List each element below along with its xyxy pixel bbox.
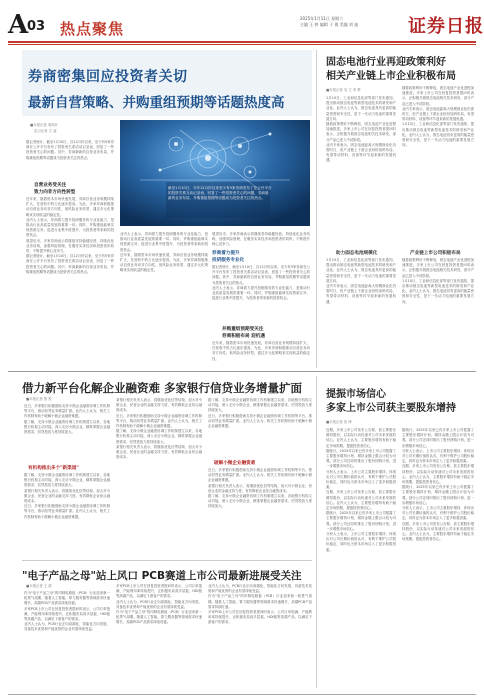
right-lower-byline: ■本报记者 张 博 (326, 420, 352, 424)
mid-body-col3b (208, 468, 312, 556)
page-letter: A (8, 10, 29, 40)
mid-paragraph: 某银行相关负责人表示，将继续优化信贷结构，加大对小微企业、民营企业的金融支持力度，有效降低企业综合融资成本。 (116, 444, 202, 460)
right-paragraph: 业内专家表示，固态电池距离大规模商业化仍需时日，但产业链上下游企业纷纷加码布局，有望带动材料、设备等环节迎来新的发展机遇。 (402, 106, 474, 122)
header-rule-thin (8, 44, 476, 45)
bottom-paragraph: 多家PCB上市公司在回复投资者提问时表示，公司订单饱满，产能利用率持续提升，正积极布局高多层板、HDI板等高端产品，以满足下游客户的需求。 (116, 584, 202, 599)
lead-body-col2 (120, 232, 208, 364)
lead-photo (120, 120, 310, 226)
lead-subheadline: 最新自营策略、并购重组预期等话题热度高 (28, 95, 285, 111)
right-lower-paragraph: 据统计，2025年以来已有多家上市公司披露了主要股东增持计划，增持金额上限合计较为可观。部分公司还同时推出了股份回购计划，进一步增强市场信心。 (402, 485, 474, 505)
right-paragraph: 业内专家表示，固态电池距离大规模商业化仍需时日，但产业链上下游企业纷纷加码布局，有望带动材料、设备等环节迎来新的发展机遇。 (326, 142, 396, 163)
lead-byline: ■本报记者 周尚仔 (30, 123, 59, 127)
right-lower-paragraph: 据统计，2025年以来已有多家上市公司披露了主要股东增持计划，增持金额上限合计较为可观。部分公司还同时推出了股份回购计划，进一步增强市场信心。 (402, 428, 474, 448)
lead-body-col3b (212, 265, 310, 323)
mid-body-col1b (24, 473, 110, 557)
section-title: 热点聚焦 (60, 20, 125, 38)
mid-paragraph: 近日，多家银行积极借助支持小微企业融资协调工作机制等平台，推动信贷业务增量扩面。业内人士认为，相关工作机制有助于破解小微企业融资难题。 (208, 468, 312, 483)
lead-paragraph: 业内人士表示，券商着力提升投研服务的专业化能力，是推动行业高质量发展的重要一环。同时，并购重组能够实现资源互补，促进行业集中度提升，为投资者带来新的投资机会。 (26, 217, 114, 238)
right-lower-col1 (326, 428, 396, 686)
right-paragraph: 1月10日，工业和信息化部等部门发布通知，提出推动固态电池等新型电池技术的研发和产业化。业内人士认为，固态电池具有更高的能量密度和安全性，是下一代动力电池的重要发展方向。 (326, 96, 396, 121)
lead-subhead: 致力向非方向性转型 (34, 190, 76, 195)
bottom-paragraph: 多家PCB上市公司在回复投资者提问时表示，公司订单饱满，产能利用率持续提升，正积极布局高多层板、HDI板等高端产品，以满足下游客户的需求。 (24, 606, 110, 622)
right-paragraph: 随着政策利好不断释放，固态电池产业化进程加速推进。多家上市公司在回复投资者提问时表示，正积极开展固态电池相关技术研发，部分产品已进入中试阶段。 (402, 258, 474, 278)
lead-headline: 券商密集回应投资者关切 (28, 69, 188, 85)
lead-paragraph: 业内人士表示，券商着力提升投研服务的专业化能力，是推动行业高质量发展的重要一环。同时，并购重组能够实现资源互补，促进行业集中度提升，为投资者带来新的投资机会。 (120, 232, 208, 252)
right-lower-paragraph: 分析人士表示，上市公司主要股东增持，体现出对公司长期价值的认可，有利于维护公司股价稳定，同时也为资本市场注入了更多积极因素。 (402, 506, 474, 521)
lead-byline-2: 见习记者 方 凌 (34, 129, 57, 133)
mid-byline: ■本报记者 熊 悦 (26, 397, 52, 401)
photo-caption: 截至1月10日，今年12月份以来至少有5家券商发布了在公开平台的投资关系互动记录表，回复了一些投资者关心的问题，券商最新的业务布局、并购重组预期等话题成为投资者关注的热点。 (168, 186, 272, 200)
lead-subhead: 投研服务专业化 (212, 258, 245, 263)
bottom-col3 (208, 584, 312, 689)
mid-paragraph: 某银行相关负责人表示，将继续优化信贷结构，加大对小微企业、民营企业的金融支持力度，有效降低企业综合融资成本。 (208, 483, 312, 493)
bottom-paragraph: 业内人士认为，PCB行业正向高端化、智能化方向发展，具备技术优势和产能优势的企业有望持续受益。 (208, 584, 312, 594)
right-paragraph: 1月10日，工业和信息化部等部门发布通知，提出推动固态电池等新型电池技术的研发和产业化。业内人士认为，固态电池具有更高的能量密度和安全性，是下一代动力电池的重要发展方向。 (326, 258, 396, 283)
right-lower-paragraph: 近期，多家上市公司发布公告称，获主要股东增持股份，以实际行动传递对公司未来发展的信心。业内人士认为，主要股东增持有助于稳定市场预期，提振投资者信心。 (326, 490, 396, 511)
right-paragraph: 1月10日，工业和信息化部等部门发布通知，提出推动固态电池等新型电池技术的研发和产业化。业内人士认为，固态电池具有更高的能量密度和安全性，是下一代动力电池的重要发展方向。 (402, 122, 474, 148)
mid-paragraph: 某银行相关负责人表示，将继续优化信贷结构，加大对小微企业、民营企业的金融支持力度，有效降低企业综合融资成本。 (24, 488, 110, 504)
right-lower-paragraph: 分析人士表示，上市公司主要股东增持，体现出对公司长期价值的认可，有利于维护公司股价稳定，同时也为资本市场注入了更多积极因素。 (402, 448, 474, 464)
right-byline: ■本报记者 吴 文 李 梦 (326, 88, 361, 92)
mid-paragraph: 近日，多家银行积极借助支持小微企业融资协调工作机制等平台，推动信贷业务增量扩面。业内人士认为，相关工作机制有助于破解小微企业融资难题。 (116, 413, 202, 429)
column-divider (316, 376, 317, 688)
bottom-col1 (24, 591, 110, 689)
right-subheadline: 相关产业链上市企业积极布局 (326, 71, 456, 82)
mid-paragraph: 近日，多家银行积极借助支持小微企业融资协调工作机制等平台，推动信贷业务增量扩面。业内人士认为，相关工作机制有助于破解小微企业融资难题。 (208, 413, 312, 429)
lead-paragraph: 据记者统计，截至1月10日，自12月份以来，至少有5家券商在公开平台发布了投资者关系活动记录表，回复了一些投资者关心的问题。其中，券商最新的自营业务布局、并购重组预期等话题成为投资者关注的热点。 (26, 140, 114, 160)
lead-body-col3c (212, 341, 310, 365)
mid-paragraph: 据了解，支持小微企业融资协调工作机制建立以来，各地银行机构主动对接，深入走访小微企业，精准掌握企业融资需求，信贷投放力度持续加大。 (208, 494, 312, 509)
lead-paragraph: 展望后市，多家券商表示将继续坚持稳健经营，持续优化业务结构，加强风险管理，在服务实体经济和投资者的同时，不断提升核心竞争力。 (26, 238, 114, 254)
lead-paragraph: 近年来，随着资本市场快速发展，券商自营业务规模持续扩大，在营收中的占比逐步提高。为此，多家券商积极推动自营业务向非方向性、低风险业务转型，通过多元化策略来实现收益的稳定性。 (120, 252, 208, 273)
dateline: 2025年1月11日 星期六 (300, 16, 344, 21)
right-subhead: 产业链上市公司积极布局 (410, 251, 461, 256)
masthead (0, 0, 484, 44)
lead-subhead: 券商积极布局 迎机遇 (222, 334, 265, 339)
lead-subhead: 并购重组预期受关注 (222, 327, 264, 332)
bottom-divider (22, 560, 312, 561)
mid-paragraph: 近日，多家银行积极借助支持小微企业融资协调工作机制等平台，推动信贷业务增量扩面。业内人士认为，相关工作机制有助于破解小微企业融资难题。 (24, 504, 110, 519)
right-lower-paragraph: 据统计，2025年以来已有多家上市公司披露了主要股东增持计划，增持金额上限合计较为可观。部分公司还同时推出了股份回购计划，进一步增强市场信心。 (326, 448, 396, 469)
footer-rule (8, 694, 476, 695)
lead-subhead: 券商着力提升 (212, 251, 240, 256)
lead-body-col1b (26, 197, 114, 363)
mid-paragraph: 近日，多家银行积极借助支持小微企业融资协调工作机制等平台，推动信贷业务增量扩面。业内人士认为，相关工作机制有助于破解小微企业融资难题。 (24, 404, 110, 419)
right-paragraph: 1月10日，工业和信息化部等部门发布通知，提出推动固态电池等新型电池技术的研发和产业化。业内人士认为，固态电池具有更高的能量密度和安全性，是下一代动力电池的重要发展方向。 (402, 278, 474, 304)
right-lower-paragraph: 近期，多家上市公司发布公告称，获主要股东增持股份，以实际行动传递对公司未来发展的信心。业内人士认为，主要股东增持有助于稳定市场预期，提振投资者信心。 (402, 521, 474, 542)
bottom-col2 (116, 584, 202, 689)
right-paragraph: 业内专家表示，固态电池距离大规模商业化仍需时日，但产业链上下游企业纷纷加码布局，有望带动材料、设备等环节迎来新的发展机遇。 (326, 284, 396, 304)
bottom-paragraph: 业内人士认为，PCB行业正向高端化、智能化方向发展，具备技术优势和产能优势的企业有望持续受益。 (24, 622, 110, 632)
mid-paragraph: 据了解，支持小微企业融资协调工作机制建立以来，各地银行机构主动对接，深入走访小微企业，精准掌握企业融资需求，信贷投放力度持续加大。 (208, 398, 312, 413)
mid-subhead: 破解小微企业融资难 (214, 461, 256, 466)
mid-paragraph: 据了解，支持小微企业融资协调工作机制建立以来，各地银行机构主动对接，深入走访小微企业，精准掌握企业融资需求，信贷投放力度持续加大。 (24, 473, 110, 488)
right-subhead: 助力固态电池规模化 (336, 251, 378, 256)
mid-paragraph: 据了解，支持小微企业融资协调工作机制建立以来，各地银行机构主动对接，深入走访小微企业，精准掌握企业融资需求，信贷投放力度持续加大。 (116, 429, 202, 444)
column-divider (316, 50, 317, 368)
mid-body-col2 (116, 398, 202, 556)
bottom-byline: ■本报记者 王 僖 (26, 584, 52, 588)
right-lower-headline: 提振市场信心 (326, 389, 386, 400)
lead-paragraph: 据记者统计，截至1月10日，自12月份以来，至少有5家券商在公开平台发布了投资者关系活动记录表，回复了一些投资者关心的问题。其中，券商最新的自营业务布局、并购重组预期等话题成为投资者关注的热点。 (212, 265, 310, 285)
right-paragraph: 随着政策利好不断释放，固态电池产业化进程加速推进。多家上市公司在回复投资者提问时表示，正积极开展固态电池相关技术研发，部分产品已进入中试阶段。 (326, 122, 396, 142)
right-lower-paragraph: 分析人士表示，上市公司主要股东增持，体现出对公司长期价值的认可，有利于维护公司股价稳定，同时也为资本市场注入了更多积极因素。 (326, 469, 396, 490)
bottom-paragraph: 作为"电子产品之母"的印制电路板（PCB）行业迎来新一轮景气周期。随着人工智能、算力服务器等领域需求快速增长，高端PCB产品需求持续旺盛。 (24, 591, 110, 606)
bottom-paragraph: 业内人士认为，PCB行业正向高端化、智能化方向发展，具备技术优势和产能优势的企业有望持续受益。 (116, 599, 202, 609)
mid-body-col3a (208, 398, 312, 456)
lead-body-col1 (26, 140, 114, 180)
page-number: 03 (27, 19, 46, 34)
mid-paragraph: 据了解，支持小微企业融资协调工作机制建立以来，各地银行机构主动对接，深入走访小微企业，精准掌握企业融资需求，信贷投放力度持续加大。 (24, 419, 110, 435)
newspaper-logo: 证券日报 (408, 16, 484, 37)
lead-subhead: 自营业务受关注 (34, 183, 67, 188)
mid-paragraph: 某银行相关负责人表示，将继续优化信贷结构，加大对小微企业、民营企业的金融支持力度，有效降低企业综合融资成本。 (116, 398, 202, 413)
mid-subhead: 有机构推出多个"新渠道" (28, 466, 79, 471)
mid-body-col1a (24, 404, 110, 462)
right-lower-paragraph: 近期，多家上市公司发布公告称，获主要股东增持股份，以实际行动传递对公司未来发展的信心。业内人士认为，主要股东增持有助于稳定市场预期，提振投资者信心。 (326, 428, 396, 448)
right-lower-paragraph: 近期，多家上市公司发布公告称，获主要股东增持股份，以实际行动传递对公司未来发展的信心。业内人士认为，主要股东增持有助于稳定市场预期，提振投资者信心。 (402, 464, 474, 485)
right-headline: 固态电池行业再迎政策利好 (326, 57, 446, 68)
lead-paragraph: 近年来，随着资本市场快速发展，券商自营业务规模持续扩大，在营收中的占比逐步提高。为此，多家券商积极推动自营业务向非方向性、低风险业务转型，通过多元化策略来实现收益的稳定性。 (26, 197, 114, 217)
lead-body-col3a (212, 232, 310, 248)
right-body-col2 (402, 86, 474, 246)
right-lower-subheadline: 多家上市公司获主要股东增持 (326, 403, 456, 414)
mid-headline: 借力新平台化解企业融资难 多家银行信贷业务增量扩面 (22, 381, 303, 395)
right-body-col2b (402, 258, 474, 366)
right-paragraph: 随着政策利好不断释放，固态电池产业化进程加速推进。多家上市公司在回复投资者提问时表示，正积极开展固态电池相关技术研发，部分产品已进入中试阶段。 (402, 86, 474, 106)
right-body-col1b (326, 258, 396, 366)
header-rule (8, 41, 476, 43)
section-divider (8, 371, 476, 372)
gear-network-illustration (120, 120, 310, 226)
bottom-paragraph: 作为"电子产品之母"的印制电路板（PCB）行业迎来新一轮景气周期。随着人工智能、算力服务器等领域需求快速增长，高端PCB产品需求持续旺盛。 (208, 594, 312, 609)
editor-line: 主编 王 婷 编辑 于 倩 美编 刘 迪 (300, 22, 359, 27)
bottom-paragraph: 多家PCB上市公司在回复投资者提问时表示，公司订单饱满，产能利用率持续提升，正积极布局高多层板、HDI板等高端产品，以满足下游客户的需求。 (208, 610, 312, 625)
bottom-paragraph: 作为"电子产品之母"的印制电路板（PCB）行业迎来新一轮景气周期。随着人工智能、算力服务器等领域需求快速增长，高端PCB产品需求持续旺盛。 (116, 610, 202, 625)
lead-paragraph: 展望后市，多家券商表示将继续坚持稳健经营，持续优化业务结构，加强风险管理，在服务实体经济和投资者的同时，不断提升核心竞争力。 (212, 232, 310, 247)
right-lower-col2 (402, 428, 474, 686)
lead-paragraph: 近年来，随着资本市场快速发展，券商自营业务规模持续扩大，在营收中的占比逐步提高。为此，多家券商积极推动自营业务向非方向性、低风险业务转型，通过多元化策略来实现收益的稳定性。 (212, 341, 310, 361)
lead-paragraph: 据记者统计，截至1月10日，自12月份以来，至少有5家券商在公开平台发布了投资者关系活动记录表，回复了一些投资者关心的问题。其中，券商最新的自营业务布局、并购重组预期等话题成为投资者关注的热点。 (26, 254, 114, 274)
bottom-headline: "电子产品之母"站上风口 PCB赛道上市公司最新进展受关注 (22, 570, 302, 582)
right-lower-paragraph: 分析人士表示，上市公司主要股东增持，体现出对公司长期价值的认可，有利于维护公司股价稳定，同时也为资本市场注入了更多积极因素。 (326, 532, 396, 552)
right-body-col1 (326, 96, 396, 246)
lead-paragraph: 业内人士表示，券商着力提升投研服务的专业化能力，是推动行业高质量发展的重要一环。同时，并购重组能够实现资源互补，促进行业集中度提升，为投资者带来新的投资机会。 (212, 285, 310, 301)
right-lower-paragraph: 据统计，2025年以来已有多家上市公司披露了主要股东增持计划，增持金额上限合计较为可观。部分公司还同时推出了股份回购计划，进一步增强市场信心。 (326, 511, 396, 531)
